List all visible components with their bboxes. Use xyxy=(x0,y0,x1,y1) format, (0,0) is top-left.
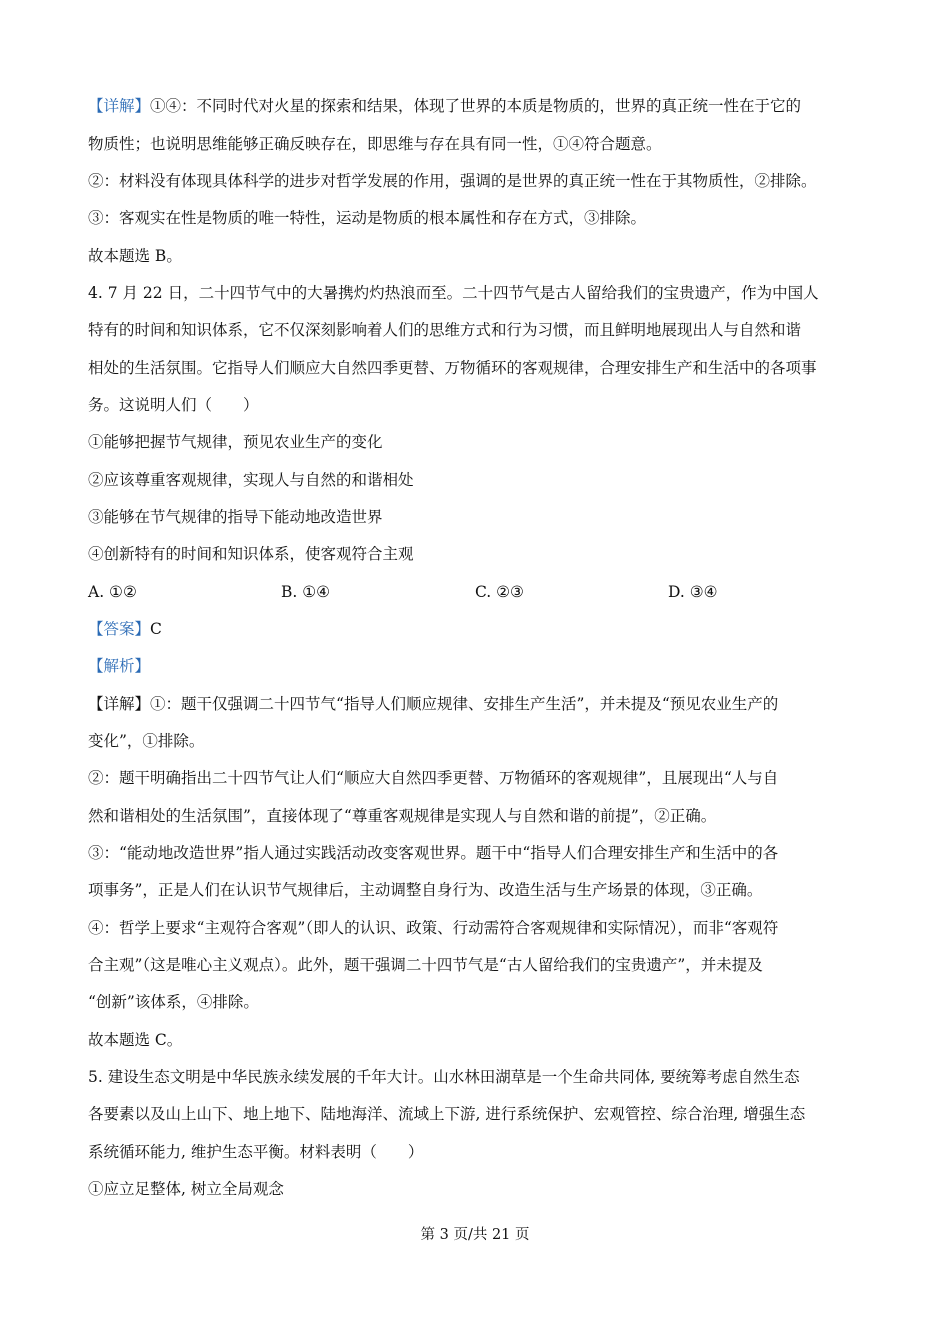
option-a: A. ①② xyxy=(88,583,137,601)
text-line: 合主观”（这是唯心主义观点）。此外，题干强调二十四节气是“古人留给我们的宝贵遗产”，并未提及 xyxy=(88,956,763,974)
text-line: 特有的时间和知识体系，它不仅深刻影响着人们的思维方式和行为习惯，而且鲜明地展现出人与自然和谐 xyxy=(88,321,802,339)
analysis-tag: 【解析】 xyxy=(88,657,151,675)
text-line: 【详解】①④：不同时代对火星的探索和结果，体现了世界的本质是物质的，世界的真正统一性在于它的 xyxy=(88,97,802,115)
answer-value: C xyxy=(150,620,162,638)
option-d: D. ③④ xyxy=(668,583,718,601)
option-c: C. ②③ xyxy=(475,583,524,601)
detail-tag: 【详解】 xyxy=(88,695,151,713)
text-line: 然和谐相处的生活氛围”，直接体现了“尊重客观规律是实现人与自然和谐的前提”，②正确。 xyxy=(88,807,717,825)
answer-line xyxy=(88,619,888,639)
statement-1: ①应立足整体, 树立全局观念 xyxy=(88,1180,284,1198)
statement-1: ①能够把握节气规律，预见农业生产的变化 xyxy=(88,433,383,451)
question-4-stem: 4. 7 月 22 日，二十四节气中的大暑携灼灼热浪而至。二十四节气是古人留给我们的宝贵遗产，作为中国人 xyxy=(88,284,819,302)
option-b: B. ①④ xyxy=(281,583,331,601)
text-line: ②：题干明确指出二十四节气让人们“顺应大自然四季更替、万物循环的客观规律”，且展现出“人与自 xyxy=(88,769,779,787)
text-line: 【详解】①：题干仅强调二十四节气“指导人们顺应规律、安排生产生活”，并未提及“预见农业生产的 xyxy=(88,695,779,713)
text-line: 各要素以及山上山下、地上地下、陆地海洋、流域上下游, 进行系统保护、宏观管控、综合治理, 增强生态 xyxy=(88,1105,806,1123)
text-line: 物质性；也说明思维能够正确反映存在，即思维与存在具有同一性，①④符合题意。 xyxy=(88,135,662,153)
detail-tag: 【详解】 xyxy=(88,97,151,115)
page-footer: 第 3 页/共 21 页 xyxy=(420,1227,530,1243)
statement-4: ④创新特有的时间和知识体系，使客观符合主观 xyxy=(88,545,414,563)
text-line: ④：哲学上要求“主观符合客观”（即人的认识、政策、行动需符合客观规律和实际情况），而非“客观符 xyxy=(88,919,779,937)
text-line: 故本题选 B。 xyxy=(88,247,182,265)
text-line: ③：客观实在性是物质的唯一特性，运动是物质的根本属性和存在方式，③排除。 xyxy=(88,209,647,227)
answer-tag: 【答案】 xyxy=(88,620,151,638)
text-line: “创新”该体系，④排除。 xyxy=(88,993,259,1011)
text-line: ②：材料没有体现具体科学的进步对哲学发展的作用，强调的是世界的真正统一性在于其物质性，②排除。 xyxy=(88,172,817,190)
text-line: 系统循环能力, 维护生态平衡。材料表明（ ） xyxy=(88,1143,424,1161)
analysis-line xyxy=(88,656,888,676)
statement-3: ③能够在节气规律的指导下能动地改造世界 xyxy=(88,508,383,526)
text-line: 务。这说明人们（ ） xyxy=(88,396,259,414)
statement-2: ②应该尊重客观规律，实现人与自然的和谐相处 xyxy=(88,471,414,489)
text-line: 变化”，①排除。 xyxy=(88,732,205,750)
text-line: 故本题选 C。 xyxy=(88,1031,183,1049)
text-line: 项事务”，正是人们在认识节气规律后，主动调整自身行为、改造生活与生产场景的体现，③正确。 xyxy=(88,881,763,899)
text-line: 相处的生活氛围。它指导人们顺应大自然四季更替、万物循环的客观规律，合理安排生产和生活中的各项事 xyxy=(88,359,817,377)
text-line: ③：“能动地改造世界”指人通过实践活动改变客观世界。题干中“指导人们合理安排生产和生活中的各 xyxy=(88,844,779,862)
question-5-stem: 5. 建设生态文明是中华民族永续发展的千年大计。山水林田湖草是一个生命共同体, 要统筹考虑自然生态 xyxy=(88,1068,800,1086)
